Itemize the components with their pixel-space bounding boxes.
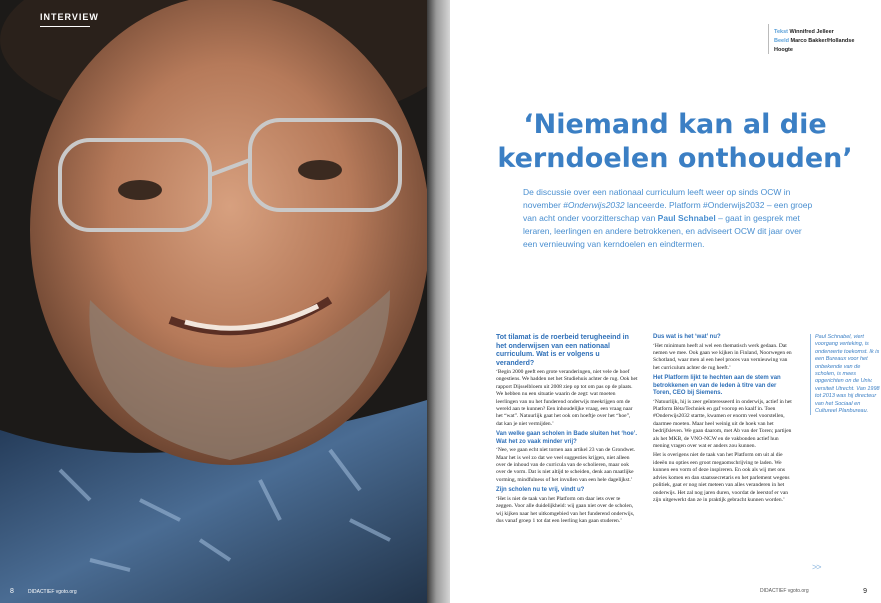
continue-chevrons-icon: >>: [812, 562, 821, 572]
intro-part-1: De discussie over een nationaal curriculum leeft weer op sinds OCW in november: [523, 187, 791, 210]
credit-text-value: Winnifred Jelleer: [789, 29, 834, 35]
headline: [495, 108, 855, 176]
section-divider: [40, 26, 90, 27]
intro-hashtag: #Onderwijs2032: [563, 200, 625, 210]
answer-4: ‘Het minimum heeft al wel een thematisch werk gedaan. Dat nemen we mee. Ook gaan we kijken in Finland, Noorwegen en Schotland, waar men al een heel proces van vernieuwing van het curriculum achter de rug heeft.’: [653, 342, 792, 371]
footer-right: DIDACTIEF vgoto.org: [760, 588, 809, 594]
sidebar-bio-note: Paul Schnabel, viert voorgang verteking, is onderwerte toekomst. Ik is een Bureaux voor het onbekende van de scholen, is mees opgerichten on de Univ. versiteit Utrecht. Van 1998 tot 2013 was hij directeur van het Sociaal en Cultureel Planbureau.: [810, 334, 881, 415]
intro-paragraph: [523, 186, 813, 251]
credit-photo-value: Marco Bakker/Hollandse: [790, 38, 855, 44]
headline-line-1: ‘Niemand kan al die: [523, 109, 827, 140]
credits-divider: [768, 24, 769, 54]
answer-3: ‘Het is niet de taak van het Platform om daar iets over te zeggen. Voor alle duidelijkheid: wij gaan niet over de scholen, wij kijken naar het uitkomgebied van het funderend onderwijs, dus vanaf groep 1 tot dat een leerling kan gaan studeren.’: [496, 495, 635, 524]
credit-text-label: Tekst: [774, 29, 788, 35]
question-3: Zijn scholen nu te vrij, vindt u?: [496, 487, 585, 494]
left-page: [0, 0, 427, 603]
footer-left: DIDACTIEF vgoto.org: [28, 589, 77, 595]
portrait-photo: [0, 0, 427, 603]
intro-name: Paul Schnabel: [657, 213, 716, 223]
credits: [774, 28, 854, 55]
intro-part-2: lanceerde. Platform #Onderwijs2032 – een groep van acht onder voorzitterschap van: [523, 200, 813, 223]
question-2: Van welke gaan scholen in Bade sluiten het ‘hoe’. Wat het zo vaak minder vrij?: [496, 431, 638, 445]
answer-1: ‘Begin 2000 geeft een grote veranderingen, niet vele de hoef ongestiens. We hadden net het Studiehuis achter de rug. Ook het rapport Dijsselbloem uit 2008 ziep op tot om pas op de plaats. We hebben nu een situatie waarin de zegt: wat moeten leerlingen van nu het funderend onderwijs meekrijgen om de wereld aan te kunnen? Een inhoudelijke vraag, een vraag naar het “wat”. Natuurlijk gaat het ook om hoeftje over het “hoe”, dat kan je niet vermijden.’: [496, 369, 638, 427]
answer-5: ‘Natuurlijk, hij is zeer geïnteresseerd in onderwijs, actief in het Platform Bèta/Techniek en gaf voorop en kaalf in. Toen #Onderwijs2032 startte, kwamen er enorm veel voorstellen, daarmee moeten. Maar heel weinig uit de hoek van het bedrijfsleven. We gaan daarom, met Ab van der Toren; partijen als het MKB, de VNO-NCW en de vakbonden actief hun mening vragen over wat er anders zou kunnen.: [653, 398, 792, 450]
intro-part-3: – gaat in gesprek met leraren, leerlingen en andere betrokkenen, en adviseert OCW dit jaar over een vernieuwing van kerndoelen en eindtermen.: [523, 213, 802, 249]
page-gutter: [427, 0, 450, 603]
right-page: [450, 0, 881, 603]
answer-2: ‘Nee, we gaan echt niet tornen aan artikel 23 van de Grondwet. Maar het is wel zo dat we veel suggesties krijgen, niet alleen over de inhoud van de curricula van de scholieren, maar ook over de vorm. Dat is niet altijd te scheiden, denk aan maatlijke vorming, mindfulness of het invullen van een hele dagelijkst.’: [496, 447, 636, 483]
credit-photo-label: Beeld: [774, 38, 789, 44]
question-5: Het Platform lijkt te hechten aan de stem van betrokkenen en van de leden à titre van der Toren, CEO bij Siemens.: [653, 375, 781, 397]
question-1: Tot tilamat is de roerbeid terugheeind in het onderwijsen van een nationaal curriculum. Wat is er volgens u veranderd?: [496, 334, 629, 367]
article-column-1: [496, 334, 638, 527]
question-4: Dus wat is het ‘wat’ nu?: [653, 334, 721, 340]
page-number-left: 8: [10, 588, 14, 595]
article-column-2: [653, 334, 795, 506]
section-label: INTERVIEW: [40, 12, 99, 22]
credit-photo-value-2: Hoogte: [774, 47, 793, 53]
answer-6: Het is overigens niet de taak van het Platform om uit al die ideeën nu opties een groot megaomschrijving te laden. We kunnen een vorm of deze inspireren. En ook als wij met ons advies komen en dan staatssecretaris en het parlement wegens politiek, gaat er nog niet meteen van alles veranderen in het onderwijs. Het zal nog jaren duren, voordat de leerstof er van zijn uitgewerkt dan ze in praktijk gebracht kunnen worden.’: [653, 452, 790, 503]
page-number-right: 9: [863, 588, 867, 595]
headline-line-2: kerndoelen onthouden’: [497, 143, 853, 174]
